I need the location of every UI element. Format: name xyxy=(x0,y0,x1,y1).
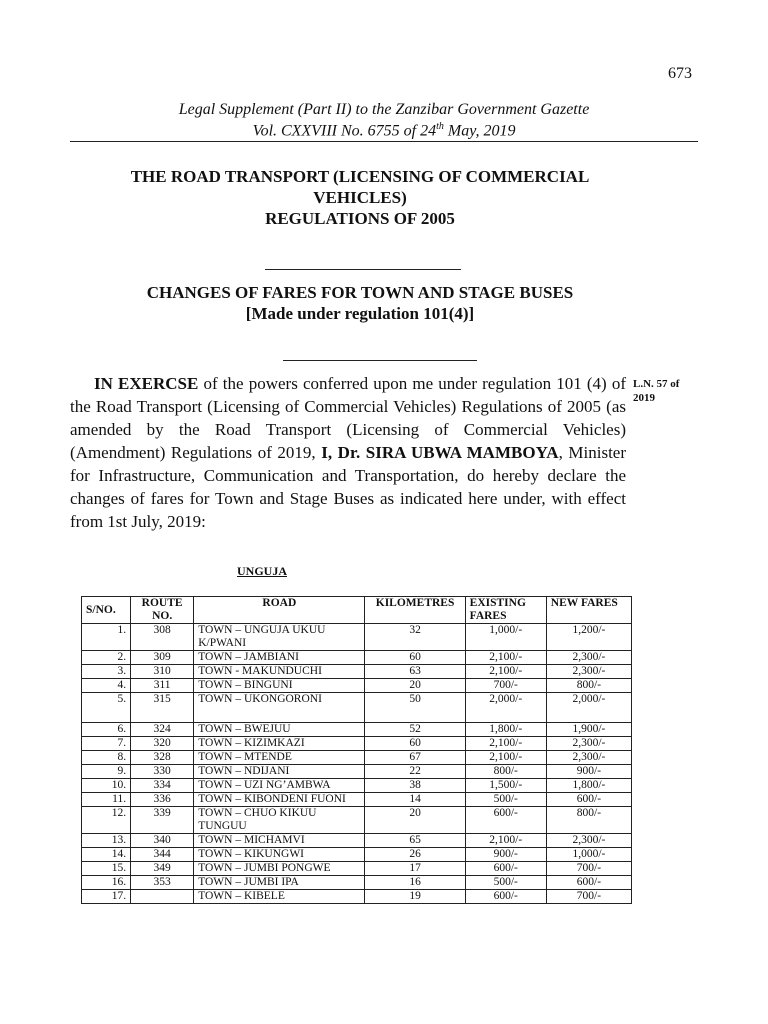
cell-sno: 15. xyxy=(82,862,131,876)
cell-road: TOWN – BINGUNI xyxy=(194,679,365,693)
cell-sno: 9. xyxy=(82,765,131,779)
cell-road: TOWN - MAKUNDUCHI xyxy=(194,665,365,679)
table-row xyxy=(82,876,632,890)
table-row xyxy=(82,793,632,807)
cell-new-fare: 700/- xyxy=(546,862,631,876)
cell-new-fare: 800/- xyxy=(546,807,631,834)
table-row xyxy=(82,890,632,904)
cell-road: TOWN – KIKUNGWI xyxy=(194,848,365,862)
cell-new-fare: 1,200/- xyxy=(546,624,631,651)
table-row xyxy=(82,693,632,723)
title-line-2: VEHICLES) xyxy=(313,188,407,207)
cell-road: TOWN – UZI NG’AMBWA xyxy=(194,779,365,793)
cell-route xyxy=(131,890,194,904)
cell-sno: 6. xyxy=(82,723,131,737)
table-row xyxy=(82,624,632,651)
cell-road: TOWN – UNGUJA UKUU K/PWANI xyxy=(194,624,365,651)
heading-line-1: CHANGES OF FARES FOR TOWN AND STAGE BUSES xyxy=(146,283,574,302)
cell-existing-fare: 500/- xyxy=(465,793,546,807)
cell-sno: 12. xyxy=(82,807,131,834)
cell-km: 22 xyxy=(365,765,465,779)
cell-road: TOWN – JAMBIANI xyxy=(194,651,365,665)
cell-new-fare: 1,900/- xyxy=(546,723,631,737)
cell-road: TOWN – CHUO KIKUU TUNGUU xyxy=(194,807,365,834)
table-row xyxy=(82,834,632,848)
cell-sno: 16. xyxy=(82,876,131,890)
cell-km: 16 xyxy=(365,876,465,890)
cell-existing-fare: 1,000/- xyxy=(465,624,546,651)
header-km: KILOMETRES xyxy=(365,597,465,624)
cell-new-fare: 2,300/- xyxy=(546,834,631,848)
cell-km: 50 xyxy=(365,693,465,723)
cell-new-fare: 2,300/- xyxy=(546,737,631,751)
title-line-3: REGULATIONS OF 2005 xyxy=(265,209,455,228)
cell-new-fare: 1,000/- xyxy=(546,848,631,862)
gazette-date: May, 2019 xyxy=(443,122,516,140)
header-new-fares: NEW FARES xyxy=(546,597,631,624)
table-header-row xyxy=(82,597,632,624)
cell-road: TOWN – JUMBI PONGWE xyxy=(194,862,365,876)
cell-route: 315 xyxy=(131,693,194,723)
section-heading xyxy=(70,282,650,324)
cell-km: 26 xyxy=(365,848,465,862)
cell-new-fare: 2,300/- xyxy=(546,651,631,665)
header-rule xyxy=(70,141,698,142)
cell-route: 309 xyxy=(131,651,194,665)
cell-new-fare: 2,300/- xyxy=(546,665,631,679)
gazette-volume: Vol. CXXVIII No. 6755 of 24 xyxy=(252,122,437,140)
cell-existing-fare: 700/- xyxy=(465,679,546,693)
enacting-text-1: of the powers conferred upon me under regulation 101 (4) of the Road Transport (Licensing of Commercial Vehicles) Regulations of 2005 (as amended by the Road Transport (Licensing of Commercial Vehicles) (Amendment) Regulations of 2019, xyxy=(70,374,626,462)
section-divider-top xyxy=(265,269,461,270)
cell-route: 311 xyxy=(131,679,194,693)
cell-existing-fare: 2,100/- xyxy=(465,834,546,848)
cell-sno: 17. xyxy=(82,890,131,904)
cell-existing-fare: 1,800/- xyxy=(465,723,546,737)
table-body xyxy=(82,624,632,904)
cell-sno: 3. xyxy=(82,665,131,679)
table-row xyxy=(82,679,632,693)
cell-route: 334 xyxy=(131,779,194,793)
table-row xyxy=(82,765,632,779)
cell-new-fare: 2,000/- xyxy=(546,693,631,723)
cell-new-fare: 2,300/- xyxy=(546,751,631,765)
cell-sno: 10. xyxy=(82,779,131,793)
cell-sno: 13. xyxy=(82,834,131,848)
cell-km: 32 xyxy=(365,624,465,651)
cell-route: 349 xyxy=(131,862,194,876)
cell-new-fare: 900/- xyxy=(546,765,631,779)
table-row xyxy=(82,651,632,665)
cell-sno: 5. xyxy=(82,693,131,723)
cell-km: 52 xyxy=(365,723,465,737)
cell-new-fare: 700/- xyxy=(546,890,631,904)
cell-km: 38 xyxy=(365,779,465,793)
gazette-date-suffix: th xyxy=(436,121,444,132)
cell-km: 20 xyxy=(365,679,465,693)
margin-note-line-2: 2019 xyxy=(633,392,655,404)
document-title xyxy=(70,166,650,229)
cell-existing-fare: 900/- xyxy=(465,848,546,862)
margin-note xyxy=(633,377,703,405)
cell-sno: 14. xyxy=(82,848,131,862)
cell-route: 353 xyxy=(131,876,194,890)
table-row xyxy=(82,723,632,737)
header-existing-fares: EXISTING FARES xyxy=(465,597,546,624)
header-road: ROAD xyxy=(194,597,365,624)
cell-existing-fare: 600/- xyxy=(465,862,546,876)
cell-road: TOWN – BWEJUU xyxy=(194,723,365,737)
cell-existing-fare: 500/- xyxy=(465,876,546,890)
section-divider-bottom xyxy=(283,360,477,361)
cell-new-fare: 600/- xyxy=(546,793,631,807)
cell-existing-fare: 2,100/- xyxy=(465,665,546,679)
page-number: 673 xyxy=(668,65,692,82)
cell-road: TOWN – MTENDE xyxy=(194,751,365,765)
table-row xyxy=(82,862,632,876)
cell-sno: 8. xyxy=(82,751,131,765)
cell-road: TOWN – NDIJANI xyxy=(194,765,365,779)
cell-road: TOWN – KIBELE xyxy=(194,890,365,904)
cell-existing-fare: 2,000/- xyxy=(465,693,546,723)
gazette-line-1: Legal Supplement (Part II) to the Zanzibar Government Gazette xyxy=(178,101,590,118)
cell-route: 336 xyxy=(131,793,194,807)
region-label: UNGUJA xyxy=(237,564,287,578)
cell-route: 308 xyxy=(131,624,194,651)
margin-note-line-1: L.N. 57 of xyxy=(633,378,680,390)
cell-route: 310 xyxy=(131,665,194,679)
cell-km: 60 xyxy=(365,651,465,665)
cell-km: 65 xyxy=(365,834,465,848)
title-line-1: THE ROAD TRANSPORT (LICENSING OF COMMERCIAL xyxy=(130,167,590,186)
enacting-paragraph xyxy=(70,372,626,533)
table-row xyxy=(82,665,632,679)
table-row xyxy=(82,848,632,862)
cell-sno: 11. xyxy=(82,793,131,807)
cell-km: 63 xyxy=(365,665,465,679)
table-row xyxy=(82,807,632,834)
header-sno: S/NO. xyxy=(82,597,131,624)
cell-route: 320 xyxy=(131,737,194,751)
cell-sno: 2. xyxy=(82,651,131,665)
enacting-text-2: , Minister for Infrastructure, Communication and Transportation, do hereby declare the changes of fares for Town and Stage Buses as indicated here under, with effect from 1st July, 2019: xyxy=(70,443,626,531)
cell-km: 67 xyxy=(365,751,465,765)
gazette-line-2 xyxy=(70,121,698,140)
cell-km: 14 xyxy=(365,793,465,807)
fares-table xyxy=(81,596,632,904)
cell-sno: 4. xyxy=(82,679,131,693)
header-route: ROUTE NO. xyxy=(131,597,194,624)
cell-road: TOWN – MICHAMVI xyxy=(194,834,365,848)
cell-existing-fare: 600/- xyxy=(465,807,546,834)
cell-existing-fare: 1,500/- xyxy=(465,779,546,793)
cell-road: TOWN – KIBONDENI FUONI xyxy=(194,793,365,807)
cell-route: 339 xyxy=(131,807,194,834)
cell-existing-fare: 600/- xyxy=(465,890,546,904)
cell-new-fare: 800/- xyxy=(546,679,631,693)
cell-existing-fare: 2,100/- xyxy=(465,737,546,751)
cell-existing-fare: 2,100/- xyxy=(465,751,546,765)
cell-new-fare: 600/- xyxy=(546,876,631,890)
cell-road: TOWN – KIZIMKAZI xyxy=(194,737,365,751)
cell-route: 344 xyxy=(131,848,194,862)
cell-route: 328 xyxy=(131,751,194,765)
cell-road: TOWN – JUMBI IPA xyxy=(194,876,365,890)
table-row xyxy=(82,737,632,751)
heading-line-2: [Made under regulation 101(4)] xyxy=(245,304,475,323)
table-row xyxy=(82,751,632,765)
cell-sno: 7. xyxy=(82,737,131,751)
cell-km: 19 xyxy=(365,890,465,904)
cell-route: 340 xyxy=(131,834,194,848)
cell-existing-fare: 2,100/- xyxy=(465,651,546,665)
cell-sno: 1. xyxy=(82,624,131,651)
cell-km: 20 xyxy=(365,807,465,834)
cell-km: 60 xyxy=(365,737,465,751)
enacting-lead: IN EXERCSE xyxy=(94,374,199,393)
cell-road: TOWN – UKONGORONI xyxy=(194,693,365,723)
cell-route: 330 xyxy=(131,765,194,779)
cell-existing-fare: 800/- xyxy=(465,765,546,779)
cell-new-fare: 1,800/- xyxy=(546,779,631,793)
cell-km: 17 xyxy=(365,862,465,876)
table-row xyxy=(82,779,632,793)
cell-route: 324 xyxy=(131,723,194,737)
minister-name: I, Dr. SIRA UBWA MAMBOYA xyxy=(321,443,559,462)
